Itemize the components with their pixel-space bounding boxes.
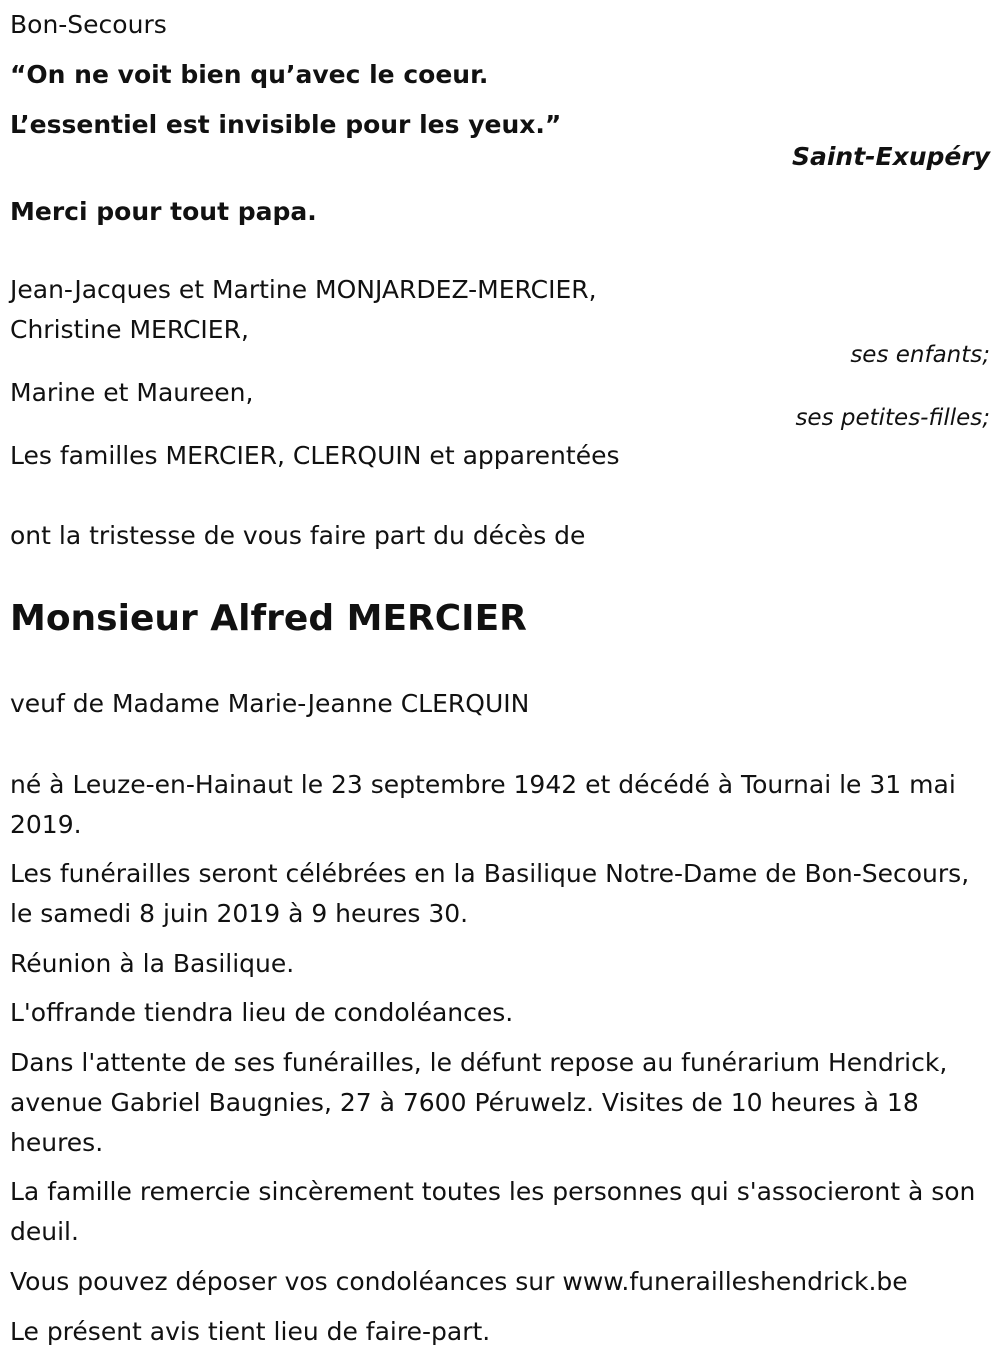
children-label: ses enfants; bbox=[850, 342, 990, 368]
children-line-1: Jean-Jacques et Martine MONJARDEZ-MERCIER, bbox=[10, 275, 597, 304]
grandchildren-line: Marine et Maureen, bbox=[10, 378, 254, 407]
quote-line-2: L’essentiel est invisible pour les yeux.” bbox=[10, 110, 562, 139]
location-text: Bon-Secours bbox=[10, 10, 167, 39]
quote-author: Saint-Exupéry bbox=[791, 142, 990, 171]
offering-text: L'offrande tiendra lieu de condoléances. bbox=[10, 998, 514, 1027]
funeral-text: Les funérailles seront célébrées en la Basilique Notre-Dame de Bon-Secours, le samedi 8 juin 2019 à 9 heures 30. bbox=[10, 859, 970, 928]
notice-text: Le présent avis tient lieu de faire-part. bbox=[10, 1317, 491, 1346]
grandchildren-label: ses petites-filles; bbox=[795, 405, 990, 431]
children-line-2: Christine MERCIER, bbox=[10, 315, 249, 344]
quote-line-1: “On ne voit bien qu’avec le coeur. bbox=[10, 60, 489, 89]
thanks-text: La famille remercie sincèrement toutes les personnes qui s'associeront à son deuil. bbox=[10, 1177, 976, 1246]
birth-death-text: né à Leuze-en-Hainaut le 23 septembre 1942 et décédé à Tournai le 31 mai 2019. bbox=[10, 770, 956, 839]
deceased-name: Monsieur Alfred MERCIER bbox=[10, 598, 527, 639]
meeting-text: Réunion à la Basilique. bbox=[10, 949, 295, 978]
dedication-text: Merci pour tout papa. bbox=[10, 197, 317, 226]
announcement-text: ont la tristesse de vous faire part du décès de bbox=[10, 521, 586, 550]
condolences-text: Vous pouvez déposer vos condoléances sur www.funerailleshendrick.be bbox=[10, 1267, 908, 1296]
widower-text: veuf de Madame Marie-Jeanne CLERQUIN bbox=[10, 689, 530, 718]
funerarium-text: Dans l'attente de ses funérailles, le défunt repose au funérarium Hendrick, avenue Gabriel Baugnies, 27 à 7600 Péruwelz. Visites de 10 heures à 18 heures. bbox=[10, 1048, 948, 1157]
relatives-line: Les familles MERCIER, CLERQUIN et apparentées bbox=[10, 441, 620, 470]
